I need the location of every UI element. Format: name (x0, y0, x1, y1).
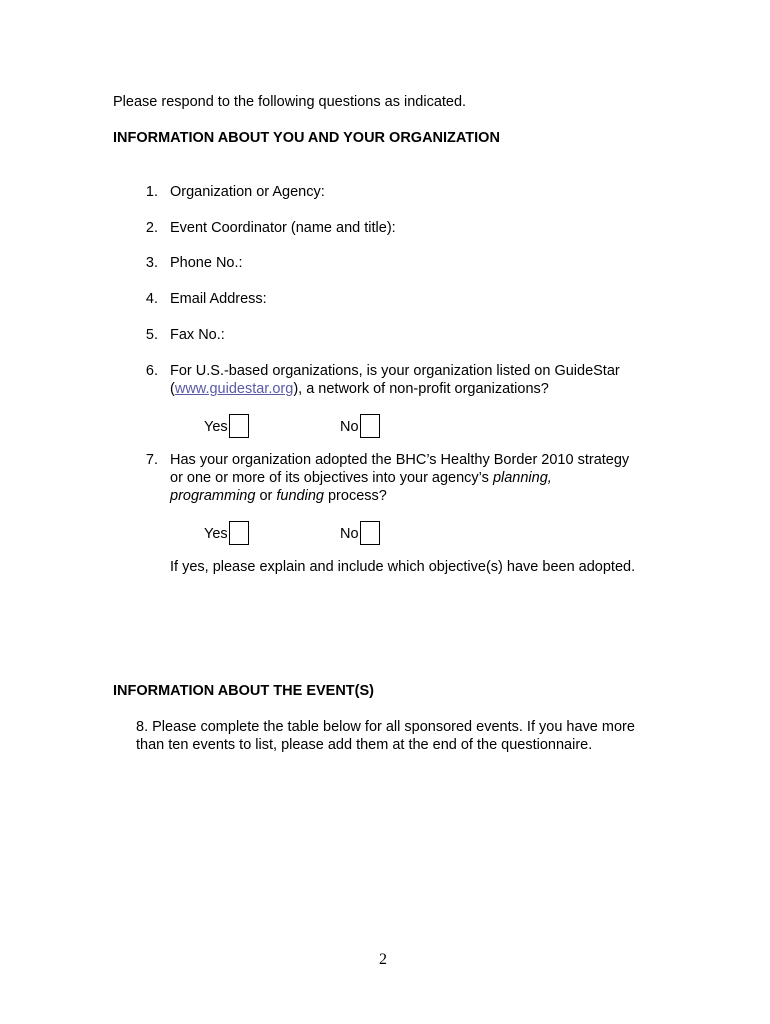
question-number: 1. (145, 184, 158, 200)
question-text-line1: Has your organization adopted the BHC’s Healthy Border 2010 strategy (170, 452, 630, 468)
question-number: 5. (145, 327, 158, 343)
question-text-line1: For U.S.-based organizations, is your organization listed on GuideStar (170, 363, 620, 379)
question-text-rest: ), a network of non-profit organizations? (293, 381, 549, 397)
yes-checkbox[interactable] (229, 521, 249, 545)
question-number: 7. (145, 452, 158, 468)
yes-option (204, 414, 249, 438)
question-text-line2 (170, 469, 552, 487)
question-text: Email Address: (170, 291, 267, 307)
question-text-line2: than ten events to list, please add them at the end of the questionnaire. (136, 737, 593, 753)
question-number: 6. (145, 363, 158, 379)
no-checkbox[interactable] (360, 521, 380, 545)
section-title-events: INFORMATION ABOUT THE EVENT(S) (113, 683, 374, 699)
yes-checkbox[interactable] (229, 414, 249, 438)
question-number: 3. (145, 255, 158, 271)
yes-label: Yes (204, 526, 228, 542)
question-text: Organization or Agency: (170, 184, 325, 200)
question-text: Fax No.: (170, 327, 225, 343)
question-text: Phone No.: (170, 255, 243, 271)
question-text-part: or one or more of its objectives into your agency’s (170, 470, 493, 486)
no-option (340, 521, 380, 545)
question-number: 2. (145, 220, 158, 236)
page-number: 2 (379, 951, 387, 968)
no-option (340, 414, 380, 438)
question-number: 4. (145, 291, 158, 307)
question-text: Event Coordinator (name and title): (170, 220, 396, 236)
question-text-line2 (170, 380, 549, 398)
italic-planning: planning, (492, 470, 552, 486)
no-label: No (340, 526, 359, 542)
guidestar-link[interactable]: www.guidestar.org (174, 381, 294, 397)
question-text-line1: 8. Please complete the table below for all sponsored events. If you have more (136, 719, 635, 735)
question-text-part: process? (323, 488, 387, 504)
question-text-part: or (255, 488, 277, 504)
yes-option (204, 521, 249, 545)
italic-programming: programming (170, 488, 256, 504)
no-label: No (340, 419, 359, 435)
intro-text: Please respond to the following questions as indicated. (113, 94, 467, 110)
question-text-line3 (170, 487, 387, 505)
section-title-organization: INFORMATION ABOUT YOU AND YOUR ORGANIZATION (113, 130, 500, 146)
yes-label: Yes (204, 419, 228, 435)
followup-text: If yes, please explain and include which objective(s) have been adopted. (170, 559, 636, 575)
italic-funding: funding (276, 488, 324, 504)
no-checkbox[interactable] (360, 414, 380, 438)
paren-open: ( (170, 381, 175, 397)
